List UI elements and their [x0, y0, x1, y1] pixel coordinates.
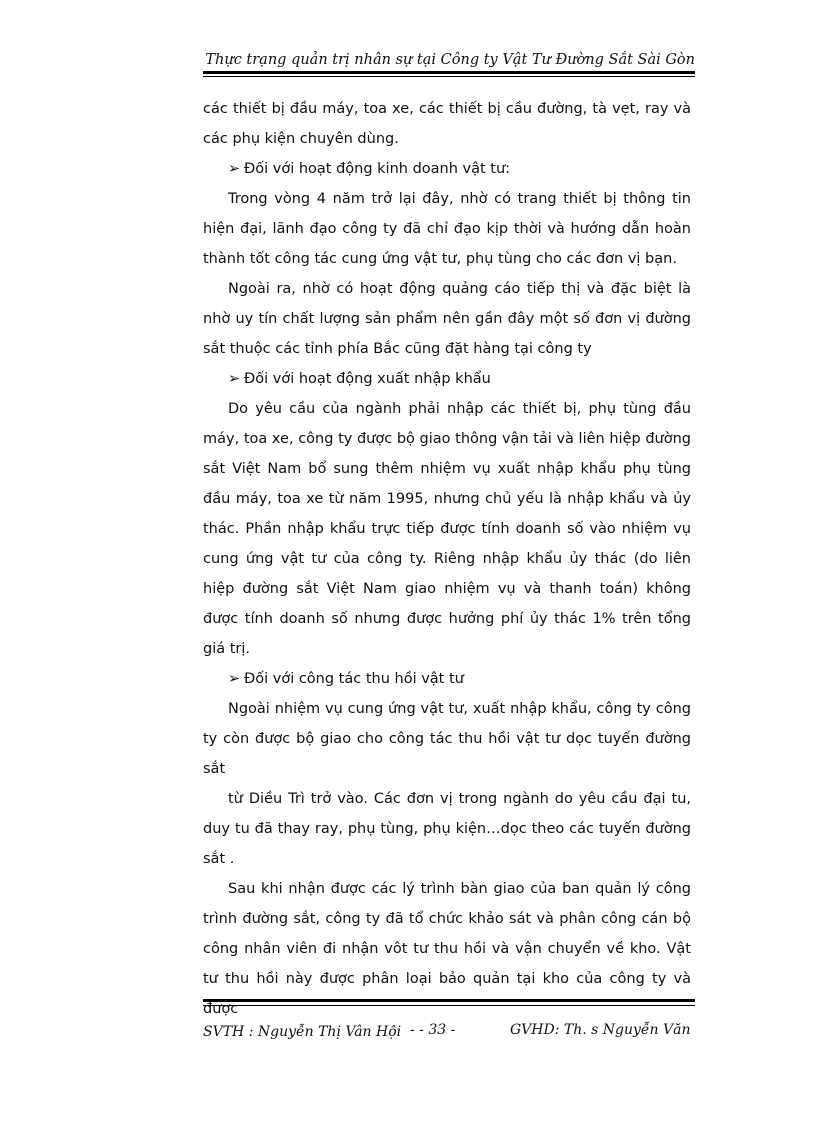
footer-student: SVTH : Nguyễn Thị Vân Hội	[203, 1024, 402, 1040]
header-rule-thin	[203, 76, 695, 77]
bullet-heading-import-export	[203, 364, 691, 394]
bullet-heading-text: Đối với công tác thu hồi vật tư	[244, 671, 464, 687]
footer-page-number: - - 33 -	[410, 1022, 456, 1038]
paragraph-1: các thiết bị đầu máy, toa xe, các thiết bị cầu đường, tà vẹt, ray và các phụ kiện chuyên dùng.	[203, 101, 691, 147]
arrow-bullet-icon: ➢	[228, 161, 241, 177]
header-rule-thick	[203, 71, 695, 74]
footer-rule-thin	[203, 1005, 695, 1006]
paragraph-7: Sau khi nhận được các lý trình bàn giao của ban quản lý công trình đường sắt, công ty đã tổ chức khảo sát và phân công cán bộ công nhân viên đi nhận vôt tư thu hồi và vận chuyển về kho. Vật tư thu hồi này được phân loại bảo quản tại kho của công ty và được	[203, 881, 691, 1017]
footer-rule-thick	[203, 999, 695, 1002]
bullet-heading-trading	[203, 154, 691, 184]
paragraph-2: Trong vòng 4 năm trở lại đây, nhờ có trang thiết bị thông tin hiện đại, lãnh đạo công ty đã chỉ đạo kịp thời và hướng dẫn hoàn thành tốt công tác cung ứng vật tư, phụ tùng cho các đơn vị bạn.	[203, 191, 691, 267]
paragraph-6: từ Diều Trì trở vào. Các đơn vị trong ngành do yêu cầu đại tu, duy tu đã thay ray, phụ tùng, phụ kiện…dọc theo các tuyến đường sắt .	[203, 791, 691, 867]
paragraph-4: Do yêu cầu của ngành phải nhập các thiết bị, phụ tùng đầu máy, toa xe, công ty được bộ giao thông vận tải và liên hiệp đường sắt Việt Nam bổ sung thêm nhiệm vụ xuất nhập khẩu phụ tùng đầu máy, toa xe từ năm 1995, nhưng chủ yếu là nhập khẩu và ủy thác. Phần nhập khẩu trực tiếp được tính doanh số vào nhiệm vụ cung ứng vật tư của công ty. Riêng nhập khẩu ủy thác (do liên hiệp đường sắt Việt Nam giao nhiệm vụ và thanh toán) không được tính doanh số nhưng được hưởng phí ủy thác 1% trên tổng giá trị.	[203, 401, 691, 657]
bullet-heading-recovery	[203, 664, 691, 694]
page-header-title: Thực trạng quản trị nhân sự tại Công ty Vật Tư Đường Sắt Sài Gòn	[205, 52, 695, 68]
bullet-heading-text: Đối với hoạt động kinh doanh vật tư:	[244, 161, 511, 177]
bullet-heading-text: Đối với hoạt động xuất nhập khẩu	[244, 371, 491, 387]
footer-advisor: GVHD: Th. s Nguyễn Văn	[510, 1022, 691, 1038]
arrow-bullet-icon: ➢	[228, 671, 241, 687]
paragraph-5: Ngoài nhiệm vụ cung ứng vật tư, xuất nhập khẩu, công ty công ty còn được bộ giao cho công tác thu hồi vật tư dọc tuyến đường sắt	[203, 701, 691, 777]
document-body	[203, 94, 691, 1024]
arrow-bullet-icon: ➢	[228, 371, 241, 387]
paragraph-3: Ngoài ra, nhờ có hoạt động quảng cáo tiếp thị và đặc biệt là nhờ uy tín chất lượng sản phẩm nên gần đây một số đơn vị đường sắt thuộc các tỉnh phía Bắc cũng đặt hàng tại công ty	[203, 281, 691, 357]
